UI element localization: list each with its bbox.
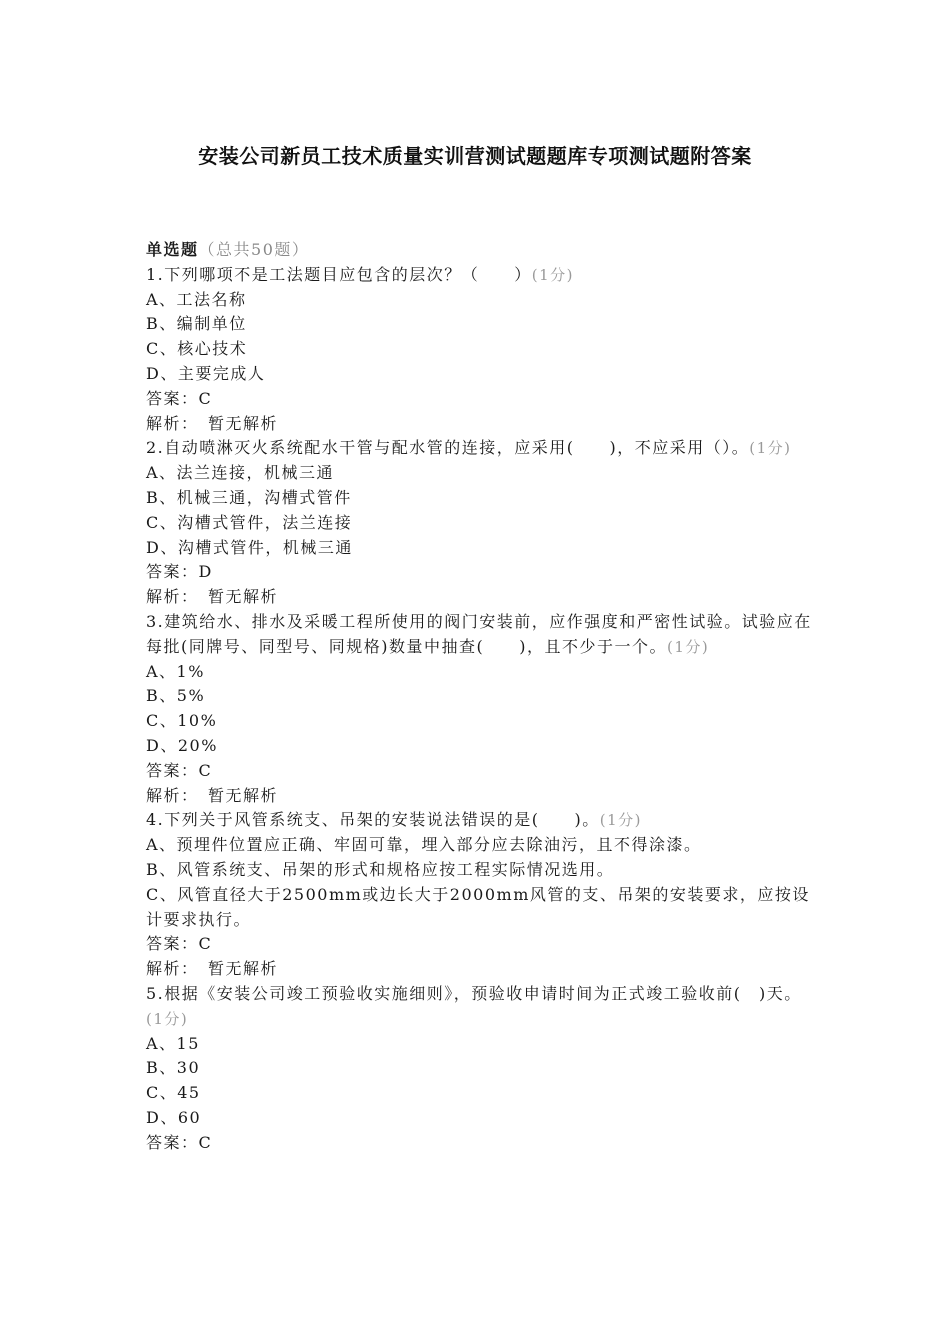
analysis-line: 解析： 暂无解析	[146, 959, 279, 979]
option: B、机械三通，沟槽式管件	[146, 487, 352, 507]
section-heading	[146, 238, 816, 263]
option: A、15	[146, 1033, 200, 1053]
question-stem: 1.下列哪项不是工法题目应包含的层次？（ ）(1分)	[146, 264, 575, 284]
option: A、1%	[146, 661, 205, 681]
section-label: 单选题	[146, 240, 199, 259]
answer-value: C	[198, 760, 213, 780]
answer-line: 答案：D	[146, 562, 213, 582]
option: B、编制单位	[146, 314, 247, 334]
question-score: (1分)	[599, 811, 643, 830]
answer-value: D	[198, 562, 213, 582]
answer-line: 答案：C	[146, 388, 213, 408]
option: D、主要完成人	[146, 363, 266, 383]
answer-line: 答案：C	[146, 1132, 213, 1152]
option: C、45	[146, 1083, 201, 1103]
option: D、20%	[146, 735, 218, 755]
question-stem: 2.自动喷淋灭火系统配水干管与配水管的连接，应采用( )，不应采用（）。(1分)	[146, 438, 792, 458]
question-score: (1分)	[749, 439, 792, 458]
section-count: （总共50题）	[198, 240, 310, 259]
analysis-line: 解析： 暂无解析	[146, 785, 279, 805]
question-score: (1分)	[666, 637, 710, 656]
answer-line: 答案：C	[146, 760, 213, 780]
option: A、法兰连接，机械三通	[146, 463, 335, 483]
option: D、沟槽式管件，机械三通	[146, 537, 353, 557]
question-stem: 5.根据《安装公司竣工预验收实施细则》，预验收申请时间为正式竣工验收前( )天。(1分)	[146, 983, 802, 1028]
option: C、沟槽式管件，法兰连接	[146, 512, 353, 532]
answer-line: 答案：C	[146, 934, 213, 954]
document-title: 安装公司新员工技术质量实训营测试题题库专项测试题附答案	[198, 144, 752, 168]
option: C、风管直径大于2500mm或边长大于2000mm风管的支、吊架的安装要求，应按设计要求执行。	[146, 884, 810, 929]
option: B、5%	[146, 686, 206, 706]
question-score: (1分)	[146, 1009, 189, 1028]
option: B、30	[146, 1058, 201, 1078]
option: C、核心技术	[146, 339, 248, 359]
option: A、工法名称	[146, 289, 247, 309]
option: A、预埋件位置应正确、牢固可靠，埋入部分应去除油污，且不得涂漆。	[146, 835, 702, 855]
option: D、60	[146, 1107, 202, 1127]
option: C、10%	[146, 711, 218, 731]
answer-value: C	[198, 388, 213, 408]
question-stem: 4.下列关于风管系统支、吊架的安装说法错误的是( )。(1分)	[146, 810, 643, 830]
question-list	[146, 238, 816, 1155]
question-stem: 3.建筑给水、排水及采暖工程所使用的阀门安装前，应作强度和严密性试验。试验应在每批(同牌号、同型号、同规格)数量中抽查( )，且不少于一个。(1分)	[146, 611, 812, 656]
question-score: (1分)	[531, 265, 575, 284]
answer-value: C	[198, 1132, 213, 1152]
analysis-line: 解析： 暂无解析	[146, 587, 279, 607]
option: B、风管系统支、吊架的形式和规格应按工程实际情况选用。	[146, 859, 615, 879]
analysis-line: 解析： 暂无解析	[146, 413, 279, 433]
answer-value: C	[198, 934, 213, 954]
